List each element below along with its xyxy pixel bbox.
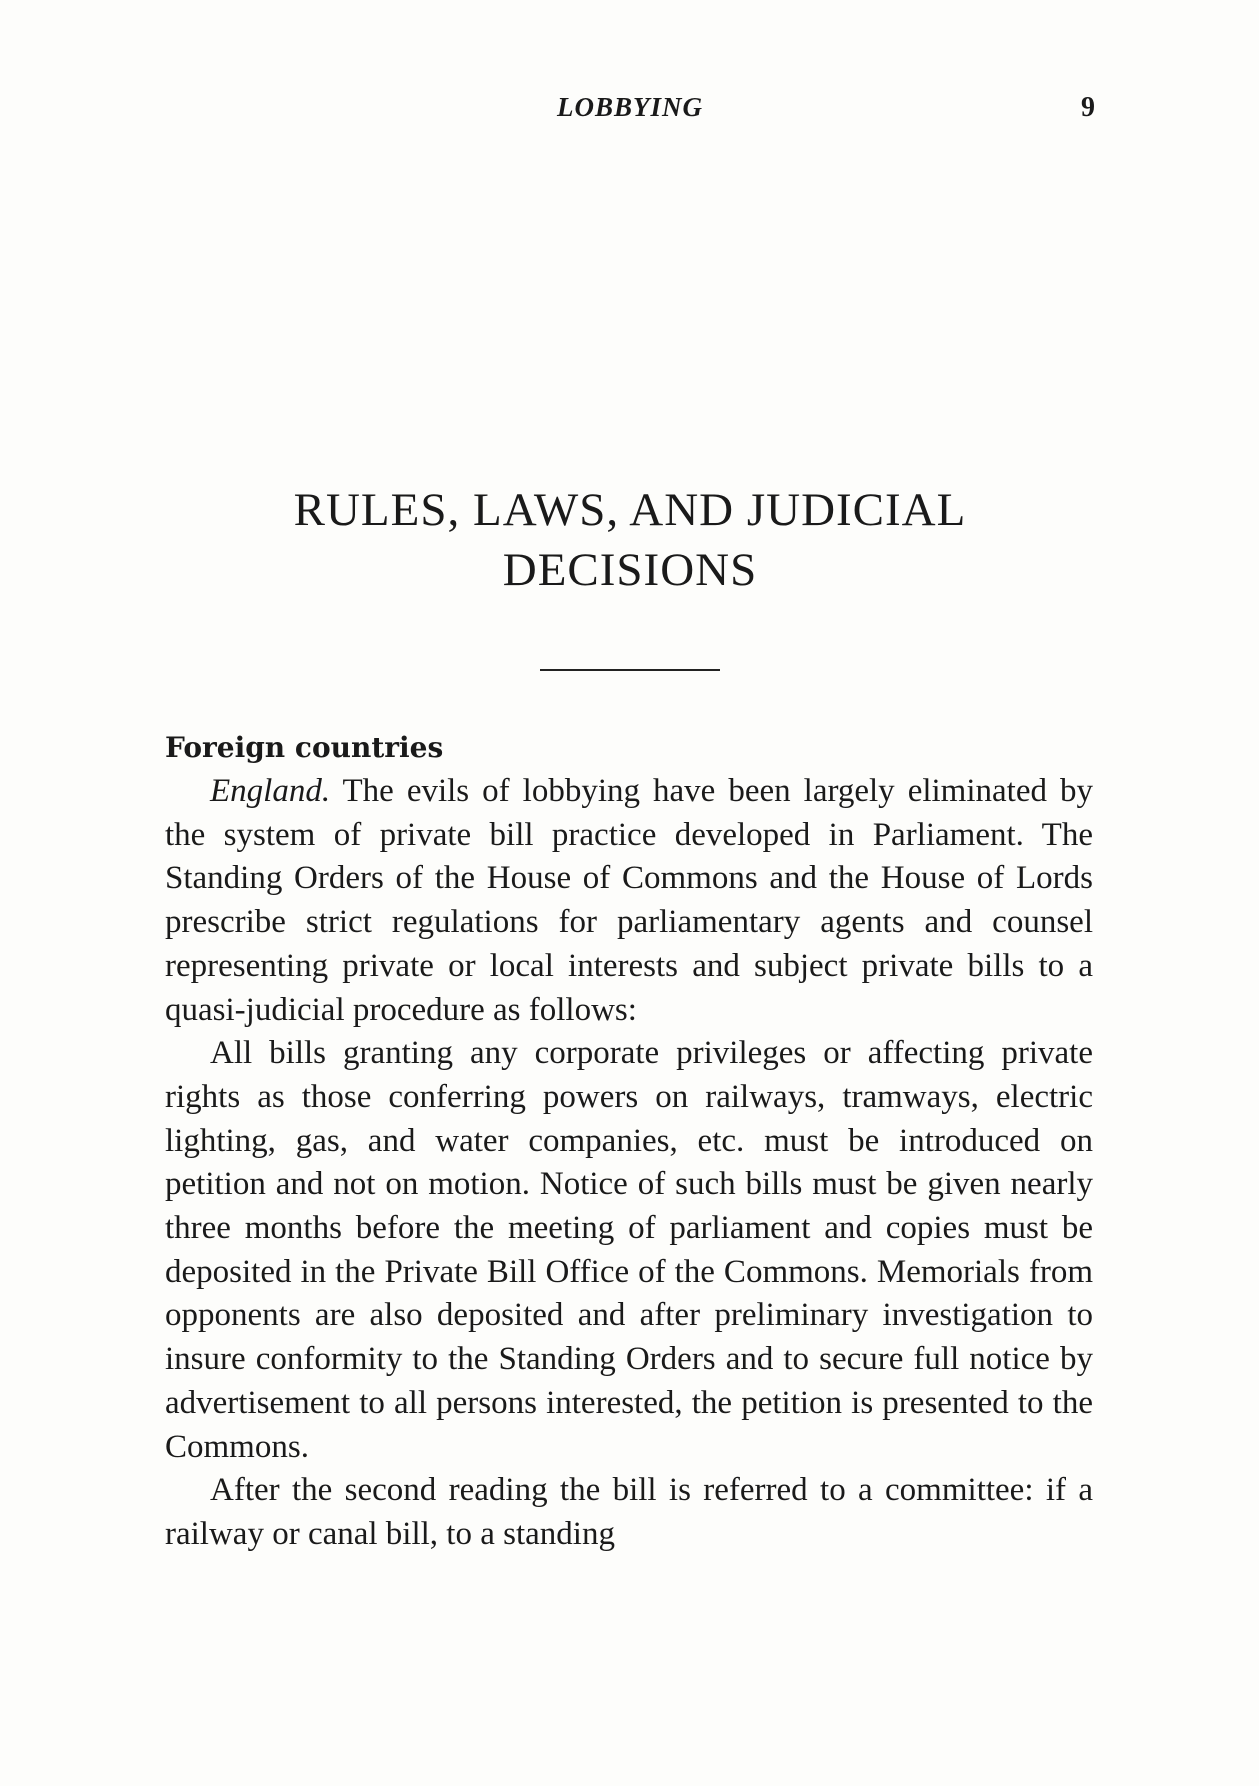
running-head (165, 92, 1095, 132)
paragraph-text: After the second reading the bill is referred to a committee: if a railway or canal bill, to a standing (165, 1472, 1093, 1552)
section-heading: Foreign countries (165, 731, 444, 764)
chapter-title-line-2: DECISIONS (502, 544, 758, 597)
running-title: LOBBYING (556, 92, 703, 122)
paragraph-lead-england: England. (210, 773, 331, 809)
chapter-title (165, 480, 1095, 600)
paragraph-text: The evils of lobbying have been largely eliminated by the system of private bill practice developed in Parliament. The Standing Orders of the House of Commons and the House of Lords prescribe strict regulations for parliamentary agents and counsel representing private or local interests and subject private bills to a quasi-judicial procedure as follows: (165, 773, 1093, 1028)
body-text (165, 726, 1093, 1557)
paragraph-england (165, 770, 1093, 1032)
paragraph-second-reading (165, 1469, 1093, 1556)
paragraph-bills-petition (165, 1032, 1093, 1469)
chapter-title-line-1: RULES, LAWS, AND JUDICIAL (293, 484, 967, 536)
paragraph-text: All bills granting any corporate privileges or affecting private rights as those conferring powers on railways, tramways, electric lighting, gas, and water companies, etc. must be introduced on petition and not on motion. Notice of such bills must be given nearly three months before the meeting of parliament and copies must be deposited in the Private Bill Office of the Commons. Memorials from opponents are also deposited and after preliminary investigation to insure conformity to the Standing Orders and to secure full notice by advertisement to all persons interested, the petition is presented to the Commons. (165, 1035, 1093, 1465)
page-number: 9 (1081, 92, 1095, 123)
title-divider-rule (540, 669, 720, 671)
